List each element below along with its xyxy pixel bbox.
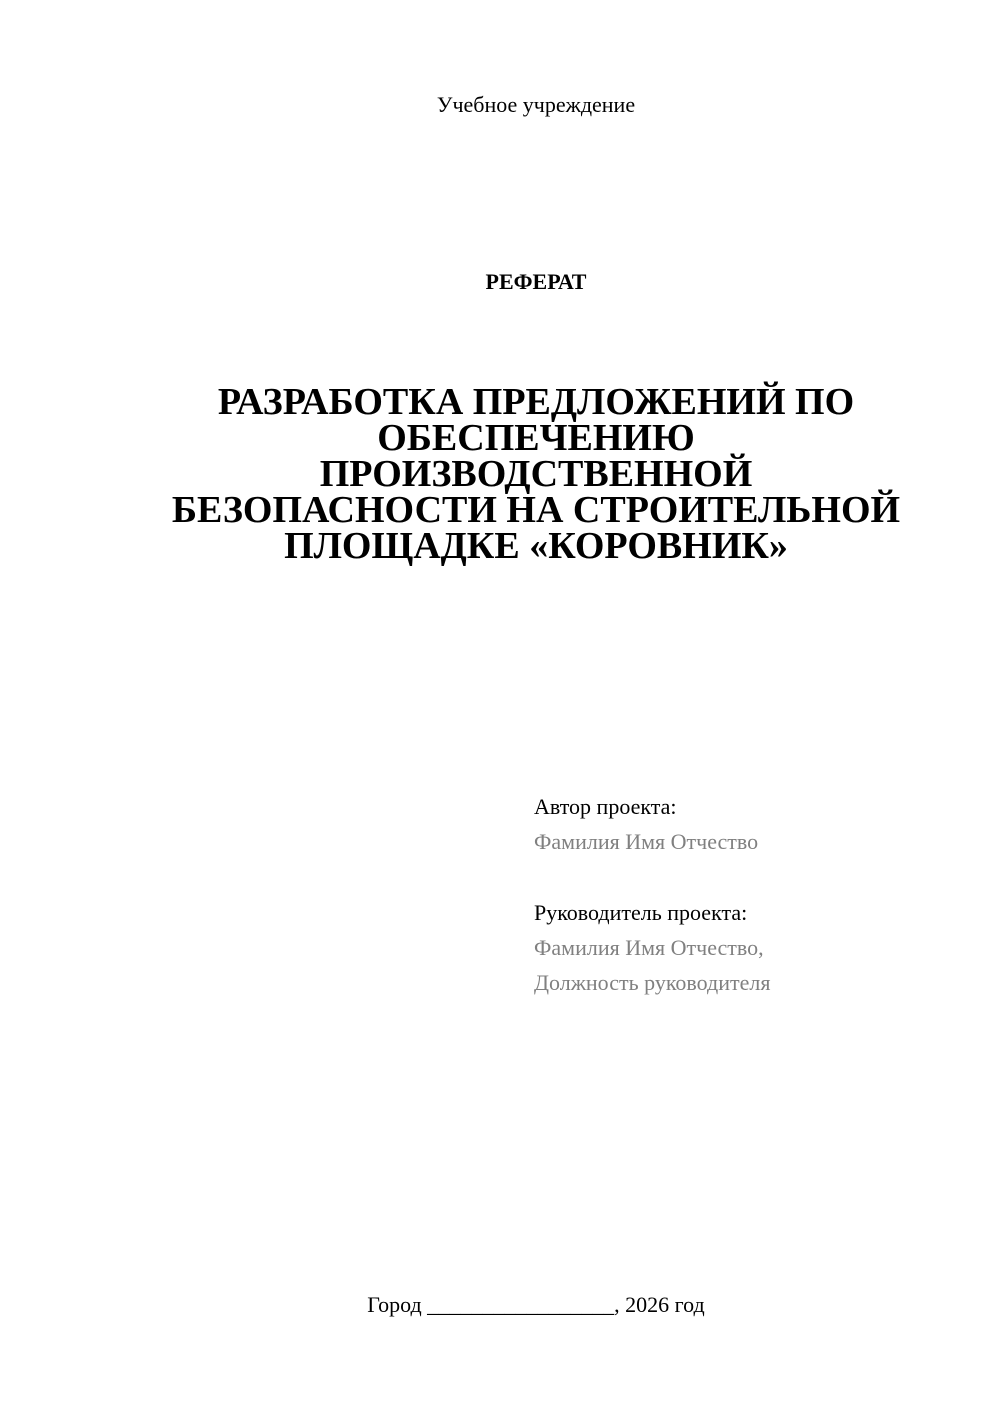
title-line: РАЗРАБОТКА ПРЕДЛОЖЕНИЙ ПО: [217, 381, 855, 423]
title-line: ПРОИЗВОДСТВЕННОЙ: [319, 453, 753, 495]
document-type: РЕФЕРАТ: [485, 269, 587, 294]
supervisor-name: Фамилия Имя Отчество,: [534, 935, 764, 960]
city-blank: _________________: [427, 1292, 615, 1317]
supervisor-label: Руководитель проекта:: [534, 900, 748, 925]
title-line: ОБЕСПЕЧЕНИЮ: [377, 417, 695, 459]
author-label: Автор проекта:: [534, 794, 677, 819]
city-label: Город: [367, 1292, 422, 1317]
authors-block: [534, 789, 974, 1000]
title-line: БЕЗОПАСНОСТИ НА СТРОИТЕЛЬНОЙ: [171, 489, 901, 531]
title-line: ПЛОЩАДКЕ «КОРОВНИК»: [284, 525, 788, 567]
supervisor-position: Должность руководителя: [534, 970, 771, 995]
document-title: [150, 381, 922, 567]
year-text: , 2026 год: [614, 1292, 705, 1317]
author-name: Фамилия Имя Отчество: [534, 829, 759, 854]
city-year-line: [0, 1291, 1000, 1319]
spacer: [534, 859, 974, 895]
institution-name: Учебное учреждение: [436, 92, 636, 117]
